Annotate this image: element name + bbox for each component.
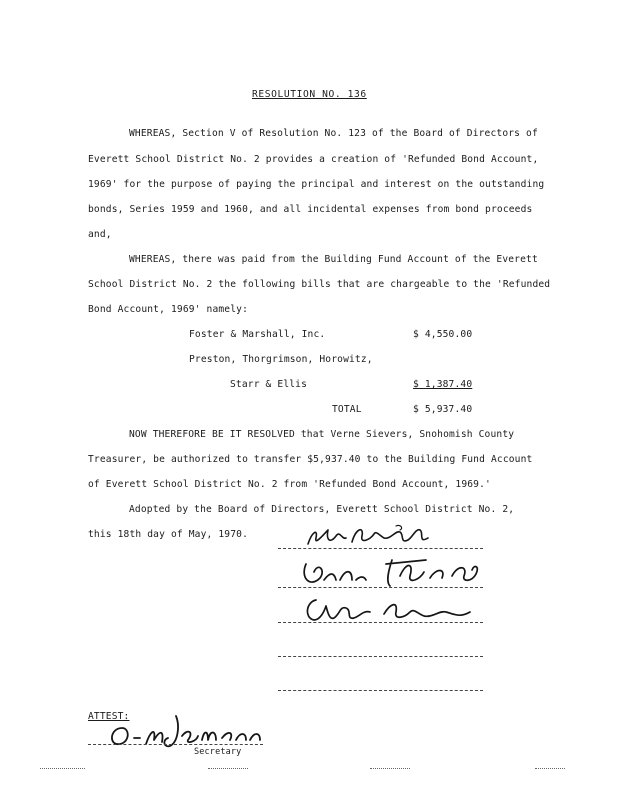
resolved-line-2: Treasurer, be authorized to transfer $5,937.40 to the Building Fund Account [88, 454, 533, 465]
total-label: TOTAL [332, 404, 362, 415]
bill-amount-1: $ 4,550.00 [413, 329, 473, 340]
total-amount: $ 5,937.40 [413, 404, 473, 415]
secretary-signature [100, 712, 275, 752]
whereas-2-line-3: Bond Account, 1969' namely: [88, 304, 248, 315]
whereas-1-line-2: Everett School District No. 2 provides a creation of 'Refunded Bond Account, [88, 154, 539, 165]
scan-artifact [370, 768, 410, 771]
resolution-title: RESOLUTION NO. 136 [252, 89, 367, 100]
bill-payee-1: Foster & Marshall, Inc. [189, 329, 326, 340]
bill-payee-3: Starr & Ellis [230, 379, 308, 390]
scan-artifact [535, 768, 565, 771]
whereas-2-line-1: WHEREAS, there was paid from the Building Fund Account of the Everett [129, 254, 538, 265]
secretary-label: Secretary [194, 747, 242, 757]
resolved-line-1: NOW THEREFORE BE IT RESOLVED that Verne Sievers, Snohomish County [129, 429, 515, 440]
resolved-line-3: of Everett School District No. 2 from 'Refunded Bond Account, 1969.' [88, 479, 491, 490]
director-signature-2 [296, 554, 496, 594]
adoption-line-2: this 18th day of May, 1970. [88, 529, 248, 540]
adoption-line-1: Adopted by the Board of Directors, Everett School District No. 2, [129, 504, 515, 515]
scan-artifact [208, 768, 248, 771]
signature-line-1 [278, 548, 483, 549]
whereas-1-line-4: bonds, Series 1959 and 1960, and all incidental expenses from bond proceeds [88, 204, 533, 215]
secretary-signature-line [88, 744, 263, 745]
signature-line-2 [278, 587, 483, 588]
whereas-1-line-1: WHEREAS, Section V of Resolution No. 123 of the Board of Directors of [129, 128, 538, 139]
whereas-2-line-2: School District No. 2 the following bills that are chargeable to the 'Refunded [88, 279, 551, 290]
signature-line-3 [278, 622, 483, 623]
bill-payee-2: Preston, Thorgrimson, Horowitz, [189, 354, 373, 365]
scan-artifact [40, 768, 85, 771]
bill-amount-3: $ 1,387.40 [413, 379, 473, 390]
attest-label: ATTEST: [88, 711, 130, 722]
signature-line-5 [278, 690, 483, 691]
signature-line-4 [278, 656, 483, 657]
whereas-1-line-3: 1969' for the purpose of paying the principal and interest on the outstanding [88, 179, 545, 190]
whereas-1-line-5: and, [88, 229, 112, 240]
